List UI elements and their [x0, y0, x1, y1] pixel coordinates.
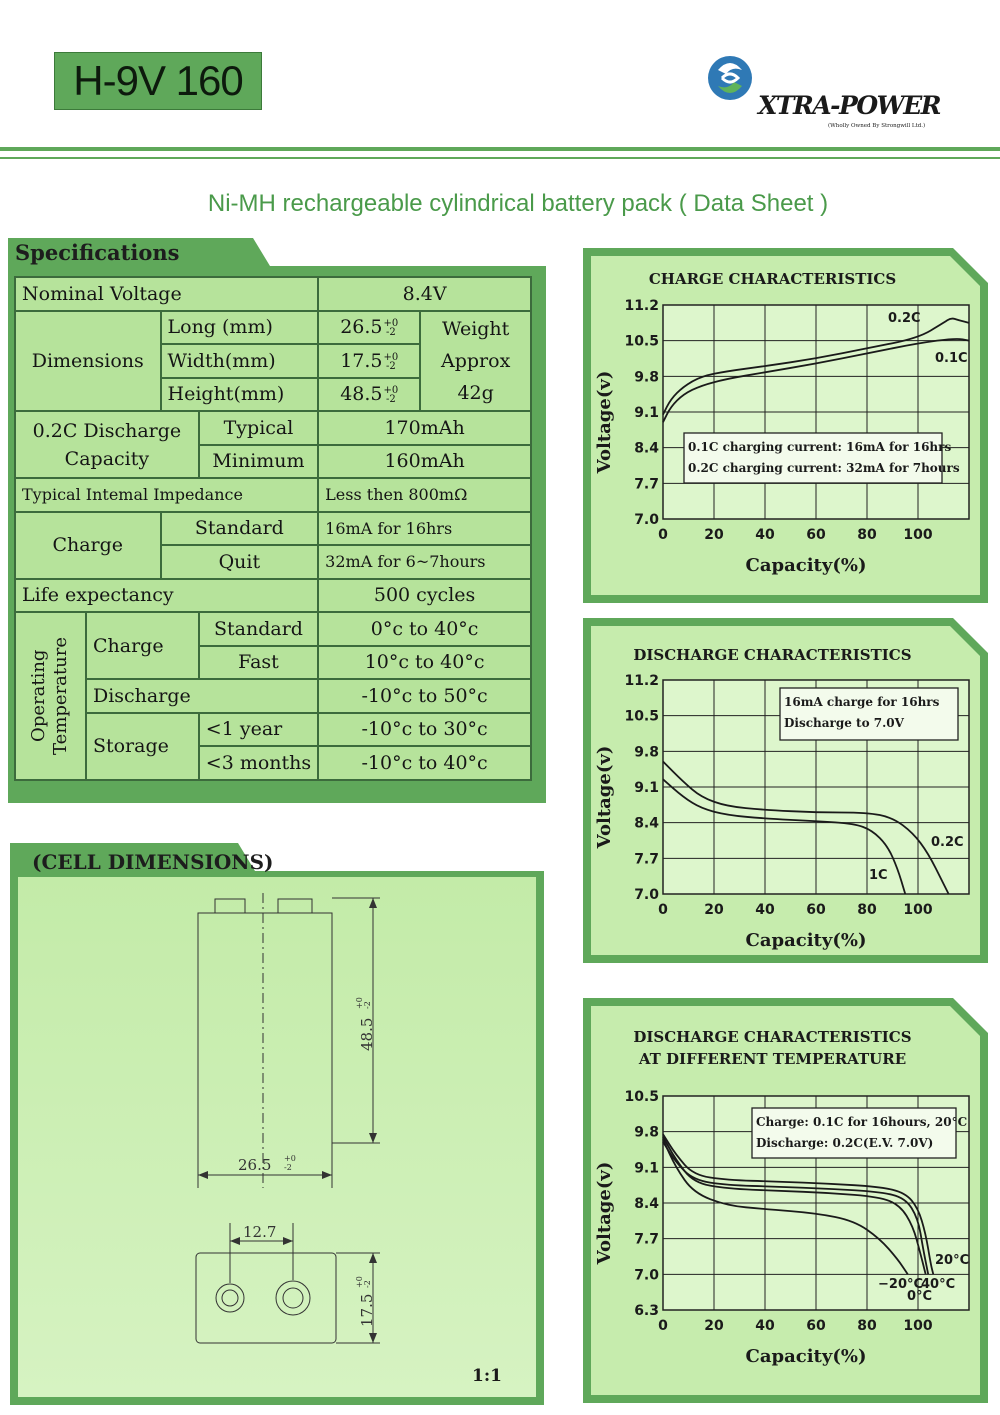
svg-text:-2: -2 — [363, 1280, 372, 1288]
y-tick-label: 7.7 — [634, 851, 659, 868]
brand-subtitle: (Wholly Owned By Strongwill Ltd.) — [828, 123, 926, 129]
op-fast-label: Fast — [199, 646, 318, 680]
x-tick-label: 60 — [806, 1318, 826, 1334]
y-axis-label: Voltage(v) — [594, 745, 615, 849]
y-tick-label: 7.7 — [634, 476, 659, 493]
series-label: 0.2C — [888, 311, 921, 326]
svg-text:+0: +0 — [355, 1276, 364, 1288]
x-tick-label: 60 — [806, 527, 826, 543]
logo-icon — [708, 56, 752, 100]
y-tick-label: 10.5 — [624, 708, 659, 725]
y-tick-label: 11.2 — [624, 673, 659, 689]
model-title: H-9V 160 — [54, 52, 262, 110]
weight-label: Weight — [441, 317, 510, 340]
table-row — [15, 679, 531, 713]
charge-label: Charge — [15, 512, 161, 579]
x-tick-label: 0 — [658, 1318, 668, 1334]
x-tick-label: 40 — [755, 1318, 775, 1334]
x-tick-label: 0 — [658, 902, 668, 918]
charge-characteristics-chart — [583, 248, 988, 603]
header-rule-top — [0, 147, 1000, 151]
storage-months-value: -10°c to 40°c — [318, 746, 531, 780]
y-tick-label: 10.5 — [624, 1089, 659, 1105]
width-value: 17.5+0 -2 — [318, 344, 420, 378]
y-tick-label: 8.4 — [634, 1196, 659, 1212]
note-text: Charge: 0.1C for 16hours, 20°C — [756, 1115, 968, 1129]
weight-approx: Approx — [441, 349, 511, 372]
y-axis-label: Voltage(v) — [594, 1161, 615, 1265]
series-label: 0°C — [907, 1289, 933, 1304]
x-tick-label: 100 — [903, 1318, 933, 1334]
x-tick-label: 80 — [857, 902, 877, 918]
table-row — [15, 612, 531, 646]
x-tick-label: 100 — [903, 527, 933, 543]
cell-depth-dim: 17.5 — [358, 1293, 376, 1327]
y-tick-label: 9.1 — [634, 780, 659, 796]
life-label: Life expectancy — [15, 579, 318, 613]
op-standard-label: Standard — [199, 612, 318, 646]
x-tick-label: 0 — [658, 527, 668, 543]
brand-logo — [700, 48, 970, 138]
series-label: 40°C — [921, 1277, 956, 1292]
x-tick-label: 20 — [704, 1318, 724, 1334]
cell-width-dim: 26.5 — [238, 1156, 272, 1174]
minimum-label: Minimum — [199, 445, 318, 479]
charge-standard-label: Standard — [161, 512, 319, 546]
weight-cell — [420, 311, 531, 412]
dimensions-label: Dimensions — [15, 311, 161, 412]
table-row — [15, 512, 531, 546]
x-tick-label: 40 — [755, 527, 775, 543]
op-discharge-value: -10°c to 50°c — [318, 679, 531, 713]
y-tick-label: 9.8 — [634, 369, 659, 386]
y-tick-label: 9.1 — [634, 405, 659, 421]
brand-name: XTRA-POWER — [758, 91, 941, 120]
series-label: −20°C — [878, 1277, 924, 1292]
chart-title-line-2: AT DIFFERENT TEMPERATURE — [638, 1050, 907, 1068]
chart-title: DISCHARGE CHARACTERISTICS — [633, 1028, 912, 1046]
typical-value: 170mAh — [318, 411, 531, 445]
nominal-voltage-value: 8.4V — [318, 277, 531, 311]
height-value: 48.5+0 -2 — [318, 378, 420, 412]
long-value: 26.5+0 -2 — [318, 311, 420, 345]
note-text: Discharge to 7.0V — [784, 716, 904, 730]
y-tick-label: 9.1 — [634, 1160, 659, 1177]
storage-months-label: <3 months — [199, 746, 318, 780]
storage-label: Storage — [86, 713, 199, 780]
series-label: 1C — [869, 868, 888, 883]
x-tick-label: 80 — [857, 1318, 877, 1334]
x-tick-label: 20 — [704, 902, 724, 918]
charge-quit-value: 32mA for 6~7hours — [318, 545, 531, 579]
width-label: Width(mm) — [161, 344, 319, 378]
x-axis-label: Capacity(%) — [745, 555, 867, 576]
chart-title: CHARGE CHARACTERISTICS — [648, 270, 897, 288]
cell-height-dim: 48.5 — [358, 1017, 376, 1051]
charge-quit-label: Quit — [161, 545, 319, 579]
table-row — [15, 311, 531, 345]
operating-temperature-label: Operating Temperature — [15, 612, 86, 780]
op-standard-value: 0°c to 40°c — [318, 612, 531, 646]
note-text: Discharge: 0.2C(E.V. 7.0V) — [756, 1136, 934, 1150]
note-text: 0.1C charging current: 16mA for 16hrs — [688, 440, 952, 454]
note-text: 0.2C charging current: 32mA for 7hours — [688, 461, 960, 475]
specifications-title: Specifications — [15, 240, 180, 265]
chart-title: DISCHARGE CHARACTERISTICS — [633, 646, 912, 664]
op-discharge-label: Discharge — [86, 679, 318, 713]
discharge-characteristics-chart — [583, 618, 988, 963]
op-charge-label: Charge — [86, 612, 199, 679]
storage-year-label: <1 year — [199, 713, 318, 747]
y-tick-label: 9.8 — [634, 1124, 659, 1141]
discharge-temperature-chart — [583, 998, 988, 1403]
svg-text:+0: +0 — [355, 997, 364, 1009]
op-fast-value: 10°c to 40°c — [318, 646, 531, 680]
y-tick-label: 8.4 — [634, 815, 659, 832]
cell-dimensions-title: (CELL DIMENSIONS) — [32, 850, 274, 874]
x-tick-label: 100 — [903, 902, 933, 918]
svg-text:-2: -2 — [284, 1163, 292, 1172]
series-label: 20°C — [935, 1253, 970, 1268]
table-row — [15, 277, 531, 311]
document-subtitle: Ni-MH rechargeable cylindrical battery pack ( Data Sheet ) — [207, 190, 829, 217]
cell-dimensions-panel — [10, 843, 544, 1405]
y-tick-label: 8.4 — [634, 440, 659, 457]
typical-label: Typical — [199, 411, 318, 445]
minimum-value: 160mAh — [318, 445, 531, 479]
discharge-capacity-label: 0.2C Discharge Capacity — [15, 411, 199, 478]
impedance-label: Typical Intemal Impedance — [15, 478, 318, 512]
impedance-value: Less then 800mΩ — [318, 478, 531, 512]
height-label: Height(mm) — [161, 378, 319, 412]
terminal-pitch-dim: 12.7 — [243, 1223, 277, 1241]
x-axis-label: Capacity(%) — [745, 1346, 867, 1367]
table-row — [15, 579, 531, 613]
x-tick-label: 60 — [806, 902, 826, 918]
weight-value: 42g — [457, 381, 494, 404]
header-rule-bottom — [0, 157, 1000, 159]
series-label: 0.1C — [935, 351, 968, 366]
svg-text:-2: -2 — [363, 1001, 372, 1009]
storage-year-value: -10°c to 30°c — [318, 713, 531, 747]
y-tick-label: 6.3 — [634, 1303, 659, 1319]
specifications-table — [14, 276, 532, 781]
y-tick-label: 7.7 — [634, 1231, 659, 1248]
y-tick-label: 7.0 — [634, 1267, 659, 1284]
charge-standard-value: 16mA for 16hrs — [318, 512, 531, 546]
y-tick-label: 10.5 — [624, 333, 659, 350]
y-tick-label: 7.0 — [634, 512, 659, 528]
y-tick-label: 9.8 — [634, 744, 659, 761]
y-axis-label: Voltage(v) — [594, 370, 615, 474]
note-text: 16mA charge for 16hrs — [784, 695, 940, 709]
nominal-voltage-label: Nominal Voltage — [15, 277, 318, 311]
x-tick-label: 40 — [755, 902, 775, 918]
table-row — [15, 713, 531, 747]
x-axis-label: Capacity(%) — [745, 930, 867, 951]
series-label: 0.2C — [931, 835, 964, 850]
long-label: Long (mm) — [161, 311, 319, 345]
scale-label: 1:1 — [472, 1366, 502, 1386]
y-tick-label: 11.2 — [624, 298, 659, 314]
x-tick-label: 80 — [857, 527, 877, 543]
table-row — [15, 478, 531, 512]
svg-text:+0: +0 — [284, 1154, 296, 1163]
life-value: 500 cycles — [318, 579, 531, 613]
x-tick-label: 20 — [704, 527, 724, 543]
y-tick-label: 7.0 — [634, 887, 659, 903]
table-row — [15, 411, 531, 445]
